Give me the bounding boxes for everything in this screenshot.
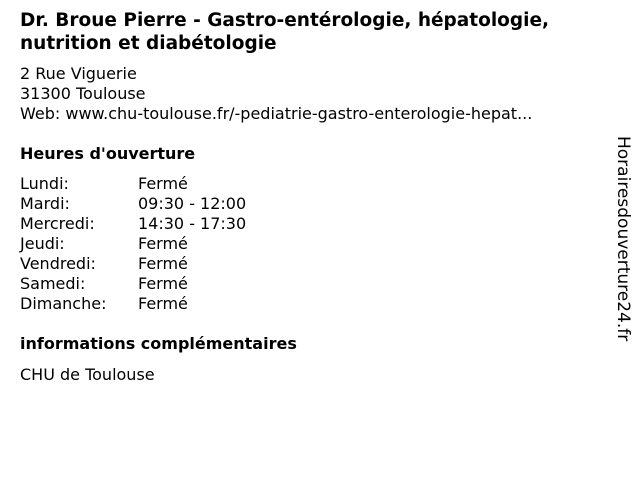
hours-row-sunday [20, 294, 320, 314]
hours-row-monday [20, 174, 320, 194]
hours-value: Fermé [138, 294, 188, 313]
hours-value: 09:30 - 12:00 [138, 194, 247, 213]
hours-value: Fermé [138, 234, 188, 253]
website-link[interactable]: Web: www.chu-toulouse.fr/-pediatrie-gastro-enterologie-hepat... [20, 104, 533, 123]
site-brand-vertical: Horairesdouverture24.fr [613, 136, 633, 342]
address-street: 2 Rue Viguerie [20, 64, 137, 83]
additional-info-text: CHU de Toulouse [20, 365, 155, 384]
day-label: Dimanche: [20, 294, 107, 313]
opening-hours-heading: Heures d'ouverture [20, 144, 196, 163]
day-label: Vendredi: [20, 254, 96, 273]
day-label: Mercredi: [20, 214, 95, 233]
day-label: Jeudi: [20, 234, 65, 253]
hours-row-wednesday [20, 214, 320, 234]
page-title: Dr. Broue Pierre - Gastro-entérologie, hépatologie, nutrition et diabétologie [20, 10, 550, 54]
hours-value: Fermé [138, 274, 188, 293]
opening-hours-list [20, 174, 320, 314]
hours-row-thursday [20, 234, 320, 254]
address-city: 31300 Toulouse [20, 84, 146, 103]
hours-value: Fermé [138, 174, 188, 193]
hours-row-friday [20, 254, 320, 274]
hours-value: 14:30 - 17:30 [138, 214, 247, 233]
hours-row-saturday [20, 274, 320, 294]
hours-value: Fermé [138, 254, 188, 273]
day-label: Mardi: [20, 194, 70, 213]
day-label: Lundi: [20, 174, 69, 193]
day-label: Samedi: [20, 274, 86, 293]
address-block [20, 64, 532, 124]
hours-row-tuesday [20, 194, 320, 214]
additional-info-heading: informations complémentaires [20, 334, 297, 353]
